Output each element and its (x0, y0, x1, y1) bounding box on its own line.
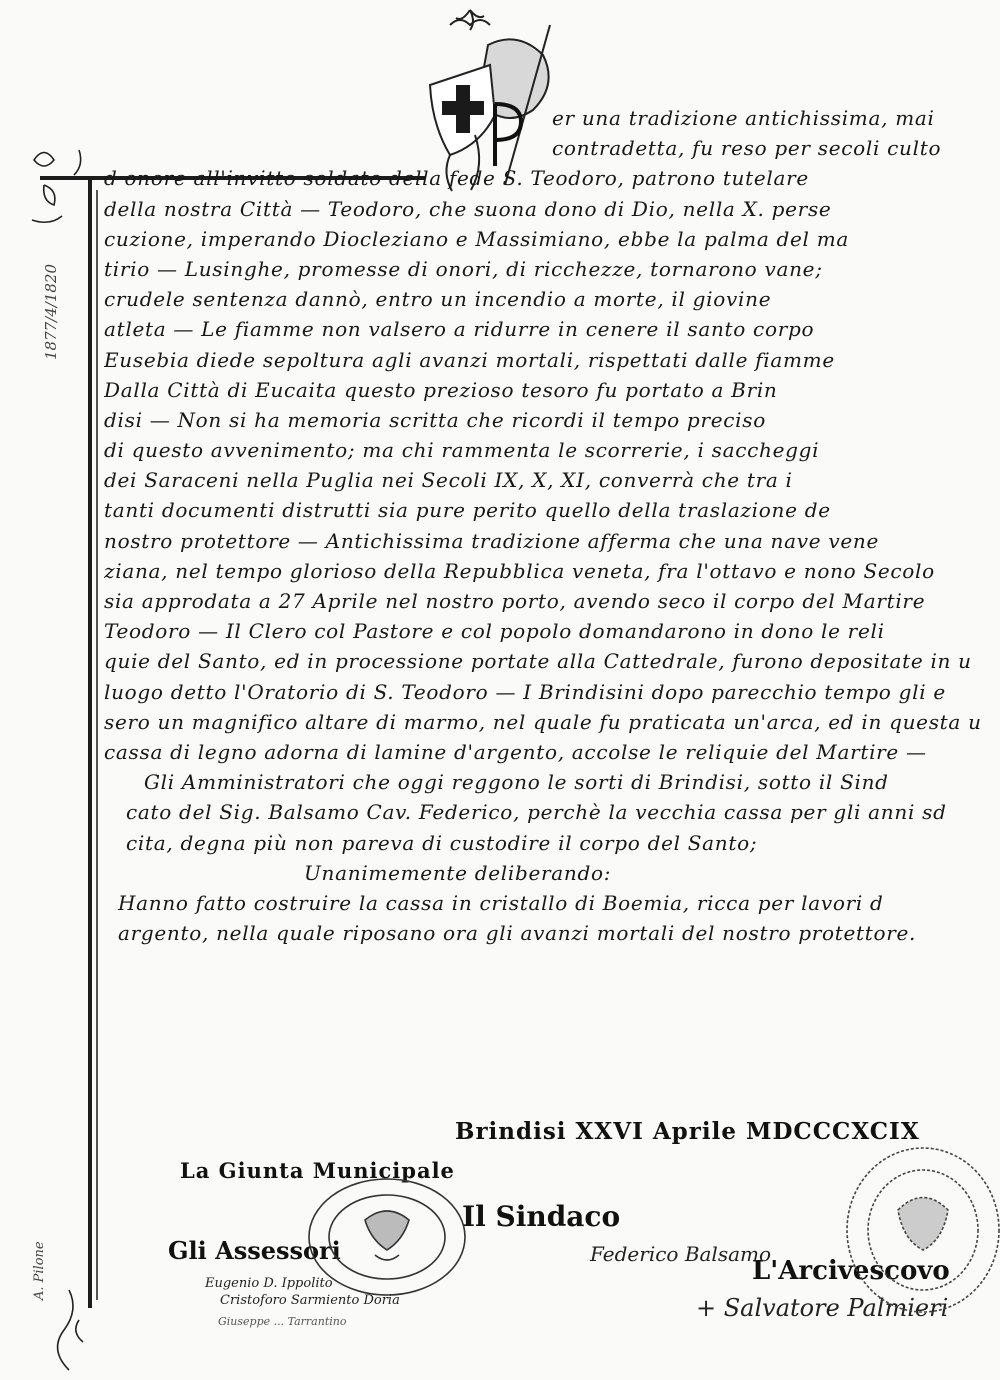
text-line: Hanno fatto costruire la cassa in cristallo di Boemia, ricca per lavori d (118, 890, 884, 915)
assessore-signature: Eugenio D. Ippolito (205, 1276, 333, 1291)
sindaco-label: Il Sindaco (462, 1200, 621, 1233)
text-line: cassa di legno adorna di lamine d'argento, accolse le reliquie del Martire — (104, 739, 927, 764)
text-line: tanti documenti distrutti sia pure perito quello della traslazione de (104, 498, 831, 523)
proclamation-text (104, 103, 984, 948)
text-line: d onore all'invitto soldato della fede S. Teodoro, patrono tutelare (104, 166, 809, 191)
giunta-label: La Giunta Municipale (180, 1158, 455, 1183)
text-line: ziana, nel tempo glorioso della Repubblica veneta, fra l'ottavo e nono Secolo (104, 558, 935, 583)
text-line: cuzione, imperando Diocleziano e Massimiano, ebbe la palma del ma (104, 226, 850, 251)
text-line: dei Saraceni nella Puglia nei Secoli IX, X, XI, converrà che tra i (104, 468, 793, 493)
assessore-signature: Cristoforo Sarmiento Doria (220, 1293, 400, 1308)
side-annotation: 1877/4/1820 (42, 264, 60, 360)
text-line: sia approdata a 27 Aprile nel nostro porto, avendo seco il corpo del Martire (104, 589, 926, 613)
text-line: della nostra Città — Teodoro, che suona dono di Dio, nella X. perse (104, 196, 832, 221)
text-line: contradetta, fu reso per secoli culto (552, 136, 942, 161)
text-line: argento, nella quale riposano ora gli avanzi mortali del nostro protettore. (118, 921, 917, 946)
text-line: crudele sentenza dannò, entro un incendio a morte, il giovine (104, 287, 772, 312)
text-line: cato del Sig. Balsamo Cav. Federico, perchè la vecchia cassa per gli anni sd (126, 800, 947, 825)
text-line: er una tradizione antichissima, mai (552, 106, 935, 130)
frame-inner-border (96, 190, 98, 1300)
text-line: Gli Amministratori che oggi reggono le sorti di Brindisi, sotto il Sind (144, 770, 889, 795)
text-line: quie del Santo, ed in processione portate alla Cattedrale, furono depositate in u (104, 649, 972, 674)
text-line: cita, degna più non pareva di custodire il corpo del Santo; (126, 830, 758, 855)
text-line: sero un magnifico altare di marmo, nel quale fu praticata un'arca, ed in questa u (104, 709, 982, 734)
text-line: Unanimemente deliberando: (304, 860, 612, 885)
text-line: disi — Non si ha memoria scritta che ricordi il tempo preciso (104, 407, 766, 432)
text-line: nostro protettore — Antichissima tradizione afferma che una nave vene (104, 528, 879, 553)
text-line: Dalla Città di Eucaita questo prezioso tesoro fu portato a Brin (104, 377, 778, 402)
seal-stamp-icon (305, 1175, 470, 1300)
text-line: di questo avvenimento; ma chi rammenta le scorrerie, i saccheggi (104, 438, 820, 463)
assessore-signature: Giuseppe ... Tarrantino (218, 1315, 347, 1328)
text-line: atleta — Le fiamme non valsero a ridurre in cenere il santo corpo (104, 317, 815, 342)
sindaco-signature: Federico Balsamo (590, 1242, 772, 1266)
text-line: luogo detto l'Oratorio di S. Teodoro — I Brindisini dopo parecchio tempo gli e (104, 679, 946, 704)
text-line: tirio — Lusinghe, promesse di onori, di ricchezze, tornarono vane; (104, 256, 823, 281)
text-line: Teodoro — Il Clero col Pastore e col popolo domandarono in dono le reli (104, 619, 885, 644)
dateline: Brindisi XXVI Aprile MDCCCXCIX (455, 1118, 920, 1145)
arcivescovo-label: L'Arcivescovo (752, 1256, 950, 1286)
text-line: Eusebia diede sepoltura agli avanzi mortali, rispettati dalle fiamme (104, 347, 835, 372)
arcivescovo-signature: + Salvatore Palmieri (696, 1294, 949, 1322)
seal-stamp-icon (838, 1140, 1000, 1320)
assessori-label: Gli Assessori (168, 1236, 341, 1265)
side-signature: A. Pilone (32, 1241, 47, 1300)
